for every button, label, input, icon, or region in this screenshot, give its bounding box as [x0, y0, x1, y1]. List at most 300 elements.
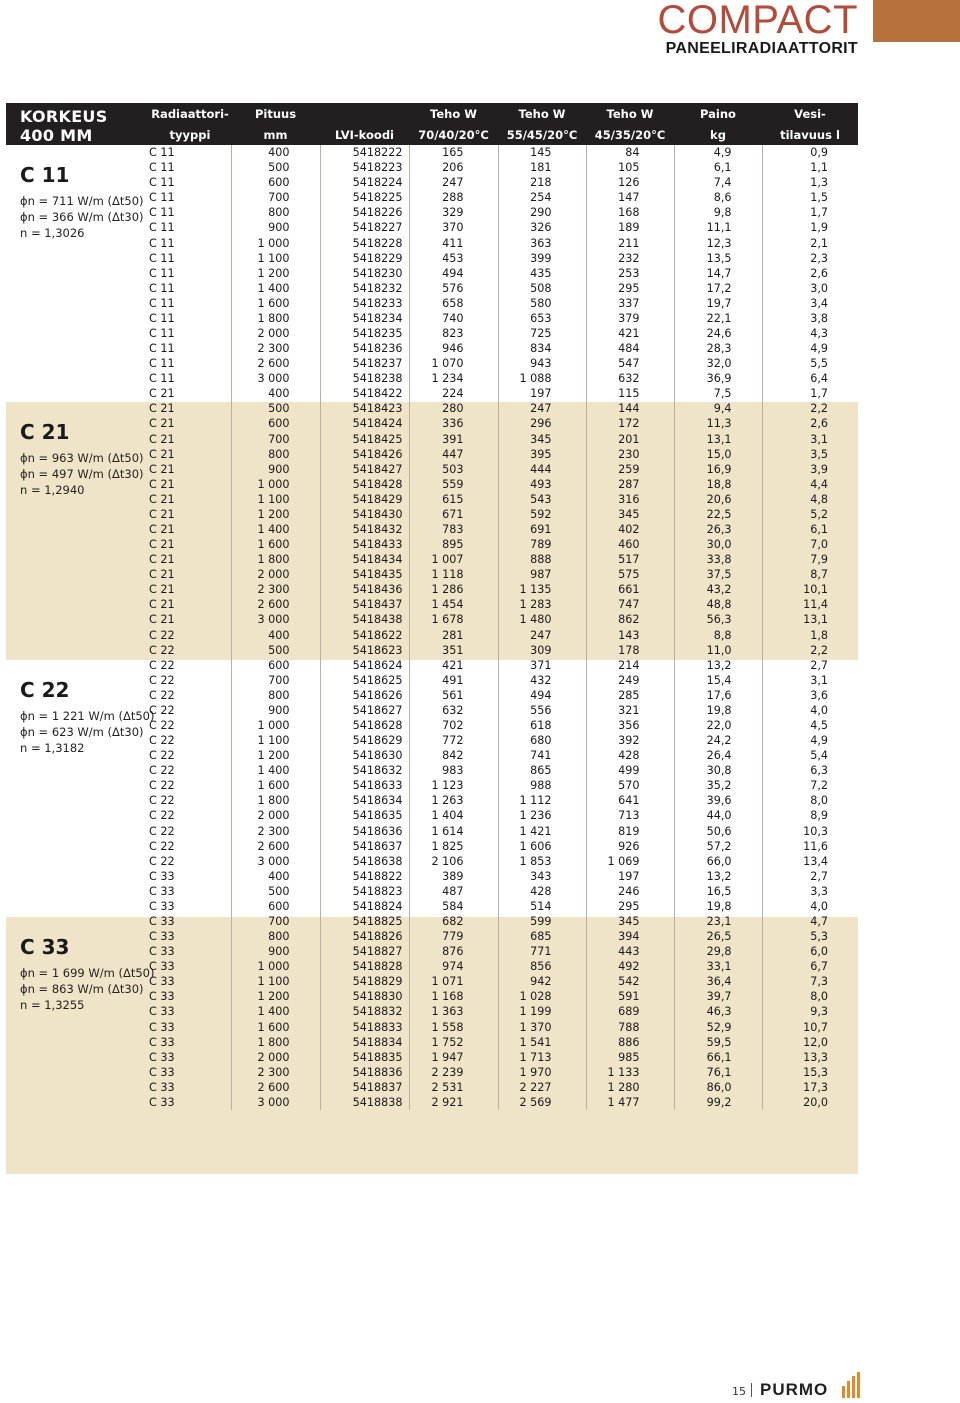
table-cell: 5418433	[320, 537, 409, 552]
table-cell: 5418228	[320, 235, 409, 250]
table-cell: 2 300	[231, 824, 320, 839]
table-cell: 2 600	[231, 356, 320, 371]
table-cell: 3,3	[810, 884, 828, 898]
table-cell: 0,9	[810, 146, 828, 160]
table-cell: 37,5	[674, 567, 762, 582]
table-cell: 23,1	[674, 914, 762, 929]
table-cell: 1 825	[409, 839, 498, 854]
table-cell: 3,8	[810, 311, 828, 325]
table-cell: 11,1	[674, 220, 762, 235]
table-header	[149, 103, 858, 145]
table-cell: C 21	[149, 386, 231, 401]
table-cell: 1 286	[409, 582, 498, 597]
table-cell: 1 713	[498, 1050, 586, 1065]
table-cell: 517	[586, 552, 674, 567]
table-cell: 1 028	[498, 989, 586, 1004]
table-cell: 561	[409, 688, 498, 703]
table-cell: C 21	[149, 462, 231, 477]
table-cell: 7,4	[674, 175, 762, 190]
table-cell: 5418233	[320, 296, 409, 311]
table-cell: 1 400	[231, 763, 320, 778]
table-cell: 3,1	[810, 673, 828, 687]
table-cell: 8,6	[674, 190, 762, 205]
table-cell: 400	[231, 628, 320, 643]
table-row	[149, 447, 858, 462]
table-cell: 7,9	[810, 553, 828, 567]
table-row	[149, 688, 858, 703]
table-cell: 685	[498, 929, 586, 944]
group-spec-line: n = 1,2940	[20, 483, 85, 498]
table-cell: 11,0	[674, 643, 762, 658]
table-cell: 600	[231, 416, 320, 431]
table-cell: 491	[409, 673, 498, 688]
table-cell: 865	[498, 763, 586, 778]
column-header	[320, 103, 409, 124]
table-cell: 1 200	[231, 748, 320, 763]
table-cell: 9,4	[674, 401, 762, 416]
table-cell: 543	[498, 492, 586, 507]
table-cell: 1 000	[231, 477, 320, 492]
table-cell: 2,3	[810, 251, 828, 265]
table-cell: 1 100	[231, 492, 320, 507]
table-cell: 5418633	[320, 778, 409, 793]
table-row	[149, 386, 858, 401]
table-cell: C 11	[149, 235, 231, 250]
table-cell: 444	[498, 462, 586, 477]
table-cell: 771	[498, 944, 586, 959]
table-cell: 772	[409, 733, 498, 748]
table-cell: 206	[409, 160, 498, 175]
table-cell: 443	[586, 944, 674, 959]
table-cell: 395	[498, 447, 586, 462]
table-cell: 26,3	[674, 522, 762, 537]
table-cell: 1 280	[586, 1080, 674, 1095]
table-cell: 5418222	[320, 145, 409, 160]
table-cell: 5418626	[320, 688, 409, 703]
table-cell: 542	[586, 974, 674, 989]
table-cell: 500	[231, 643, 320, 658]
table-cell: 22,5	[674, 507, 762, 522]
table-cell: 30,8	[674, 763, 762, 778]
table-cell: 5418825	[320, 914, 409, 929]
table-row	[149, 266, 858, 281]
table-cell: 392	[586, 733, 674, 748]
table-cell: 1 123	[409, 778, 498, 793]
table-cell: C 11	[149, 371, 231, 386]
table-cell: C 11	[149, 251, 231, 266]
table-cell: 5418828	[320, 959, 409, 974]
table-cell: 5418236	[320, 341, 409, 356]
table-cell: 178	[586, 643, 674, 658]
table-cell: C 22	[149, 703, 231, 718]
table-cell: 326	[498, 220, 586, 235]
table-row	[149, 959, 858, 974]
table-row	[149, 1080, 858, 1095]
table-cell: 2,1	[810, 236, 828, 250]
table-cell: C 21	[149, 401, 231, 416]
table-cell: 2 300	[231, 582, 320, 597]
table-cell: 1 752	[409, 1035, 498, 1050]
column-header: Teho W	[409, 103, 498, 124]
table-cell: 1 283	[498, 597, 586, 612]
table-cell: 800	[231, 447, 320, 462]
table-cell: 1 135	[498, 582, 586, 597]
table-cell: C 21	[149, 431, 231, 446]
table-cell: 661	[586, 582, 674, 597]
table-cell: 224	[409, 386, 498, 401]
table-cell: 5418227	[320, 220, 409, 235]
table-cell: 5418422	[320, 386, 409, 401]
table-cell: 1 541	[498, 1035, 586, 1050]
table-cell: 592	[498, 507, 586, 522]
group-spec-line: n = 1,3182	[20, 740, 85, 755]
table-cell: 400	[231, 386, 320, 401]
table-cell: C 22	[149, 748, 231, 763]
table-cell: 2,2	[810, 402, 828, 416]
table-row	[149, 612, 858, 627]
table-cell: 46,3	[674, 1004, 762, 1019]
table-cell: 895	[409, 537, 498, 552]
table-cell: 1 853	[498, 854, 586, 869]
table-cell: 15,0	[674, 447, 762, 462]
table-cell: 988	[498, 778, 586, 793]
column-subheader: 55/45/20°C	[498, 124, 586, 145]
table-row	[149, 1035, 858, 1050]
table-cell: 285	[586, 688, 674, 703]
table-cell: 632	[409, 703, 498, 718]
table-cell: C 11	[149, 311, 231, 326]
table-cell: 4,4	[810, 477, 828, 491]
table-row	[149, 341, 858, 356]
table-cell: C 11	[149, 160, 231, 175]
table-cell: 35,2	[674, 778, 762, 793]
table-row	[149, 989, 858, 1004]
table-cell: C 21	[149, 416, 231, 431]
column-subheader: kg	[674, 124, 762, 145]
table-row	[149, 552, 858, 567]
column-header: Pituus	[231, 103, 320, 124]
table-cell: 926	[586, 839, 674, 854]
table-cell: 983	[409, 763, 498, 778]
table-cell: 1 947	[409, 1050, 498, 1065]
column-header: Teho W	[586, 103, 674, 124]
table-cell: 1 600	[231, 296, 320, 311]
table-cell: 363	[498, 235, 586, 250]
table-cell: 2 300	[231, 1065, 320, 1080]
table-cell: 1 263	[409, 793, 498, 808]
table-cell: C 22	[149, 673, 231, 688]
table-cell: 500	[231, 884, 320, 899]
group-spec-line: n = 1,3255	[20, 997, 85, 1012]
table-cell: 570	[586, 778, 674, 793]
table-cell: C 33	[149, 929, 231, 944]
table-cell: 5418224	[320, 175, 409, 190]
table-cell: 499	[586, 763, 674, 778]
table-cell: 400	[231, 145, 320, 160]
table-cell: 2,6	[810, 417, 828, 431]
table-cell: 189	[586, 220, 674, 235]
table-cell: 14,7	[674, 266, 762, 281]
table-cell: 168	[586, 205, 674, 220]
table-cell: 5418427	[320, 462, 409, 477]
table-cell: 5418622	[320, 628, 409, 643]
table-cell: 5418234	[320, 311, 409, 326]
table-cell: 5418826	[320, 929, 409, 944]
table-row	[149, 914, 858, 929]
table-cell: 8,7	[810, 568, 828, 582]
table-row	[149, 854, 858, 869]
table-cell: 5418428	[320, 477, 409, 492]
table-cell: 8,9	[810, 809, 828, 823]
radiator-table	[149, 103, 858, 1110]
table-cell: 435	[498, 266, 586, 281]
table-row	[149, 808, 858, 823]
table-cell: C 22	[149, 658, 231, 673]
table-cell: 13,2	[674, 869, 762, 884]
table-row	[149, 824, 858, 839]
table-cell: 290	[498, 205, 586, 220]
table-cell: 900	[231, 703, 320, 718]
table-cell: 5418829	[320, 974, 409, 989]
table-cell: 576	[409, 281, 498, 296]
table-cell: 500	[231, 401, 320, 416]
table-cell: 8,0	[810, 990, 828, 1004]
table-cell: 391	[409, 431, 498, 446]
table-cell: 32,0	[674, 356, 762, 371]
table-cell: 3,0	[810, 281, 828, 295]
table-cell: C 22	[149, 793, 231, 808]
table-row	[149, 160, 858, 175]
table-row	[149, 220, 858, 235]
table-cell: C 33	[149, 989, 231, 1004]
table-cell: 1 069	[586, 854, 674, 869]
table-row	[149, 145, 858, 160]
table-row	[149, 763, 858, 778]
table-cell: 682	[409, 914, 498, 929]
table-row	[149, 899, 858, 914]
table-cell: 13,3	[803, 1050, 828, 1064]
table-cell: 15,4	[674, 673, 762, 688]
table-cell: 5418635	[320, 808, 409, 823]
table-row	[149, 371, 858, 386]
table-body	[149, 145, 858, 1110]
table-cell: 345	[586, 507, 674, 522]
table-cell: 343	[498, 869, 586, 884]
table-cell: C 11	[149, 266, 231, 281]
table-cell: 1 100	[231, 974, 320, 989]
table-cell: 336	[409, 416, 498, 431]
table-row	[149, 311, 858, 326]
purmo-flame-icon	[841, 1372, 861, 1398]
table-cell: 5418225	[320, 190, 409, 205]
table-row	[149, 401, 858, 416]
table-cell: 800	[231, 929, 320, 944]
table-row	[149, 839, 858, 854]
table-cell: 1 400	[231, 1004, 320, 1019]
group-spec-line: ɸn = 1 699 W/m (Δt50)	[20, 965, 155, 980]
table-cell: 1 800	[231, 311, 320, 326]
table-cell: 399	[498, 251, 586, 266]
table-cell: 19,8	[674, 899, 762, 914]
table-cell: 1 168	[409, 989, 498, 1004]
table-row	[149, 1050, 858, 1065]
table-cell: 214	[586, 658, 674, 673]
table-cell: 1 000	[231, 718, 320, 733]
table-cell: 17,3	[803, 1080, 828, 1094]
table-cell: C 22	[149, 778, 231, 793]
table-cell: 5418232	[320, 281, 409, 296]
height-header	[6, 103, 149, 145]
table-cell: 66,1	[674, 1050, 762, 1065]
table-cell: 5418629	[320, 733, 409, 748]
table-cell: 856	[498, 959, 586, 974]
table-row	[149, 477, 858, 492]
table-cell: 99,2	[674, 1095, 762, 1110]
table-row	[149, 582, 858, 597]
table-cell: 411	[409, 235, 498, 250]
table-cell: C 21	[149, 537, 231, 552]
table-cell: 19,8	[674, 703, 762, 718]
table-cell: C 21	[149, 567, 231, 582]
table-cell: 1 606	[498, 839, 586, 854]
table-cell: 371	[498, 658, 586, 673]
table-cell: 22,1	[674, 311, 762, 326]
table-cell: 1 363	[409, 1004, 498, 1019]
table-cell: 503	[409, 462, 498, 477]
header-row-2	[149, 124, 858, 145]
table-cell: 741	[498, 748, 586, 763]
group-label: C 21	[20, 420, 70, 445]
table-cell: 493	[498, 477, 586, 492]
table-cell: 48,8	[674, 597, 762, 612]
table-row	[149, 884, 858, 899]
table-cell: 165	[409, 145, 498, 160]
table-cell: C 21	[149, 582, 231, 597]
table-cell: 985	[586, 1050, 674, 1065]
table-cell: 900	[231, 220, 320, 235]
table-cell: 1 600	[231, 537, 320, 552]
table-cell: 3,9	[810, 462, 828, 476]
table-cell: 2 000	[231, 808, 320, 823]
table-cell: 5418628	[320, 718, 409, 733]
table-cell: 296	[498, 416, 586, 431]
table-cell: C 33	[149, 1020, 231, 1035]
table-cell: 5418423	[320, 401, 409, 416]
table-row	[149, 597, 858, 612]
table-cell: 5418832	[320, 1004, 409, 1019]
column-subheader: LVI-koodi	[320, 124, 409, 145]
table-cell: C 21	[149, 597, 231, 612]
table-cell: 5418834	[320, 1035, 409, 1050]
table-cell: 6,1	[810, 522, 828, 536]
table-cell: 6,0	[810, 945, 828, 959]
table-cell: C 11	[149, 175, 231, 190]
table-cell: 1 558	[409, 1020, 498, 1035]
table-cell: 6,3	[810, 764, 828, 778]
table-cell: 641	[586, 793, 674, 808]
table-cell: C 11	[149, 281, 231, 296]
table-cell: 144	[586, 401, 674, 416]
table-cell: 8,0	[810, 794, 828, 808]
table-cell: 22,0	[674, 718, 762, 733]
table-cell: 280	[409, 401, 498, 416]
table-cell: 3,6	[810, 688, 828, 702]
table-cell: 580	[498, 296, 586, 311]
table-cell: 494	[498, 688, 586, 703]
table-cell: 5418436	[320, 582, 409, 597]
table-cell: C 22	[149, 854, 231, 869]
table-cell: 76,1	[674, 1065, 762, 1080]
table-cell: 421	[586, 326, 674, 341]
table-cell: 197	[586, 869, 674, 884]
table-cell: 3 000	[231, 612, 320, 627]
table-cell: 671	[409, 507, 498, 522]
table-cell: 115	[586, 386, 674, 401]
table-cell: 400	[231, 869, 320, 884]
table-cell: 126	[586, 175, 674, 190]
table-cell: C 11	[149, 356, 231, 371]
table-cell: C 33	[149, 1080, 231, 1095]
table-cell: 591	[586, 989, 674, 1004]
table-cell: 246	[586, 884, 674, 899]
table-cell: 18,8	[674, 477, 762, 492]
table-cell: 370	[409, 220, 498, 235]
table-cell: 5418830	[320, 989, 409, 1004]
table-cell: 2 300	[231, 341, 320, 356]
table-cell: C 21	[149, 522, 231, 537]
column-header: Vesi-	[762, 103, 858, 124]
table-cell: 6,1	[674, 160, 762, 175]
table-cell: 172	[586, 416, 674, 431]
table-cell: 680	[498, 733, 586, 748]
table-cell: 1 000	[231, 959, 320, 974]
table-cell: 823	[409, 326, 498, 341]
table-cell: 700	[231, 673, 320, 688]
table-cell: 1 678	[409, 612, 498, 627]
table-cell: 5418838	[320, 1095, 409, 1110]
table-cell: 10,7	[803, 1020, 828, 1034]
table-cell: 5418833	[320, 1020, 409, 1035]
table-row	[149, 567, 858, 582]
table-cell: 5418430	[320, 507, 409, 522]
table-cell: 691	[498, 522, 586, 537]
table-cell: 295	[586, 899, 674, 914]
table-cell: 700	[231, 190, 320, 205]
table-cell: 5418627	[320, 703, 409, 718]
height-value: 400 MM	[20, 126, 93, 145]
table-cell: 2 106	[409, 854, 498, 869]
table-cell: 5,5	[810, 357, 828, 371]
table-cell: 2 600	[231, 839, 320, 854]
table-cell: 788	[586, 1020, 674, 1035]
table-cell: C 11	[149, 205, 231, 220]
table-cell: 29,8	[674, 944, 762, 959]
table-cell: C 11	[149, 296, 231, 311]
table-cell: 888	[498, 552, 586, 567]
table-cell: 487	[409, 884, 498, 899]
table-row	[149, 628, 858, 643]
table-cell: 432	[498, 673, 586, 688]
table-cell: 702	[409, 718, 498, 733]
table-cell: C 33	[149, 959, 231, 974]
table-cell: 4,7	[810, 915, 828, 929]
table-cell: 5418237	[320, 356, 409, 371]
table-cell: 1 404	[409, 808, 498, 823]
table-cell: 800	[231, 688, 320, 703]
table-row	[149, 929, 858, 944]
table-cell: 59,5	[674, 1035, 762, 1050]
table-cell: 389	[409, 869, 498, 884]
